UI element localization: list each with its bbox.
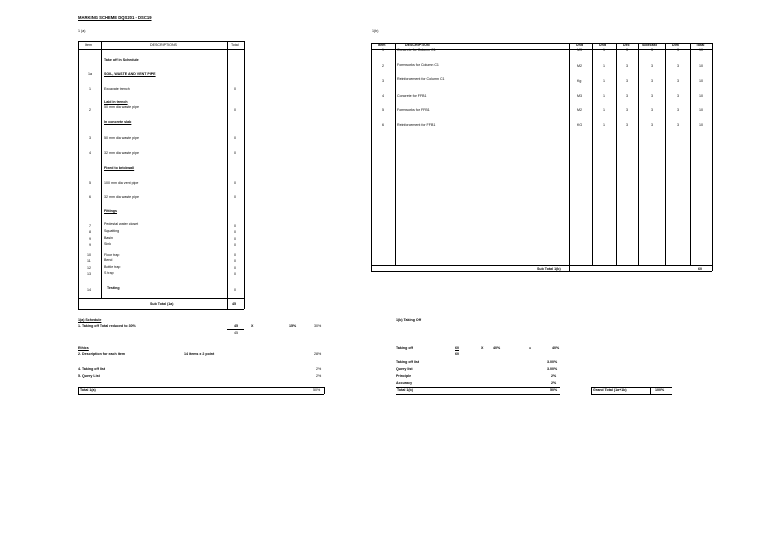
subtotal-label-1b: Sub Total 1(b): [537, 267, 561, 271]
header-item: Item: [85, 43, 92, 47]
row-sidecast: 3: [651, 108, 653, 112]
section-label-1b: 1(b): [372, 29, 379, 33]
row-dec: 3: [626, 48, 628, 52]
summary-1a-line1-value: 45: [234, 324, 238, 328]
header-description: DESCRIPTION: [405, 43, 430, 47]
summary-1a-result: 30%: [314, 324, 322, 328]
row-desc: Testing: [107, 286, 120, 290]
row-sidecast: 3: [651, 123, 653, 127]
row-item: 1a: [88, 72, 92, 76]
row-desc: Laid in trench: [104, 100, 128, 104]
row-unit: M2: [577, 108, 582, 112]
row-desc: Formworks for Column C1: [397, 63, 439, 67]
header-dec: Dec: [623, 43, 630, 47]
row-unit2: 1: [603, 79, 605, 83]
row-total: 0: [234, 87, 236, 91]
row-desc: Bend: [104, 258, 113, 262]
row-dec: 3: [626, 94, 628, 98]
row-unit: M3: [577, 94, 582, 98]
ethics-line: 2. Description for each item: [78, 352, 126, 356]
row-sidecast: 3: [651, 48, 653, 52]
page-title: MARKING SCHEME DQS201 - DSC19: [78, 15, 152, 20]
section-label-1a: 1 (a): [78, 29, 86, 33]
row-item: 12: [87, 266, 91, 270]
row-total: 0: [234, 195, 236, 199]
row-unit2: 1: [603, 123, 605, 127]
row-total: 0: [234, 266, 236, 270]
row-desc: In concrete slab: [104, 120, 132, 124]
row-total: 0: [234, 136, 236, 140]
taking-off-result: 40%: [552, 346, 560, 350]
subtotal-label-1a: Sub Total (1a): [150, 302, 174, 306]
row-desc: 50 mm dia waste pipe: [104, 136, 139, 140]
row-sidecast: 3: [651, 64, 653, 68]
row-item: 11: [87, 259, 91, 263]
taking-off-list-value: 2%: [316, 367, 322, 371]
row-desc: S trap: [104, 271, 114, 275]
grand-total-label: Grand Total (1a+1b): [593, 388, 627, 392]
row-desc: Sink: [104, 242, 111, 246]
total-1a-label: Total 1(a): [80, 388, 96, 392]
header-unit-2: Unit: [599, 43, 606, 47]
row-desc: Bottle trap: [104, 265, 121, 269]
header-total: Total: [696, 43, 705, 47]
row-item: 1: [89, 87, 91, 91]
row-desc: SOIL, WASTE AND VENT PIPE: [104, 72, 156, 76]
row-total: 0: [234, 151, 236, 155]
summary-1b-heading: 1(b) Taking Off: [396, 318, 422, 322]
summary-1b-row-label: Query list: [396, 367, 413, 371]
row-item: 2: [382, 64, 384, 68]
row-desc: Pedestal water closet: [104, 222, 139, 226]
header-descriptions: DESCRIPTIONS: [150, 43, 177, 47]
row-dim: 3: [677, 94, 679, 98]
row-item: 3: [89, 136, 91, 140]
row-total: 0: [234, 224, 236, 228]
row-unit: M2: [577, 64, 582, 68]
row-desc: Squatting: [104, 229, 120, 233]
summary-1b-row-value: 3.00%: [547, 367, 558, 371]
header-unit: Unit: [576, 43, 583, 47]
row-total: 0: [234, 237, 236, 241]
row-desc: 32 mm dia waste pipe: [104, 195, 139, 199]
summary-1a-line1: 1. Taking off Total reduced to 30%: [78, 324, 136, 328]
row-unit: M3: [577, 48, 582, 52]
row-total: 0: [234, 288, 236, 292]
row-item: 13: [87, 272, 91, 276]
summary-1a-pct: 15%: [289, 324, 297, 328]
row-desc: Excavate trench: [104, 87, 130, 91]
total-1a-value: 50%: [313, 388, 321, 392]
summary-1a-x: X: [251, 324, 254, 328]
summary-1b-row-label: Accuracy: [396, 381, 413, 385]
row-dim: 3: [677, 79, 679, 83]
ethics-heading: Ethics: [78, 346, 89, 350]
row-desc: Take off in Schedule: [104, 58, 139, 62]
row-total: 0: [234, 181, 236, 185]
row-total: 0: [234, 253, 236, 257]
row-item: 6: [382, 123, 384, 127]
header-dim: Dim: [672, 43, 679, 47]
summary-1b-row-value: 2%: [551, 381, 557, 385]
row-desc: Basin: [104, 236, 113, 240]
taking-off-eq: =: [529, 346, 532, 350]
summary-1b-row-label: Principle: [396, 374, 412, 378]
subtotal-value-1a: 45: [232, 302, 236, 306]
row-item: 6: [89, 195, 91, 199]
summary-1b-row-value: 2%: [551, 374, 557, 378]
row-desc: Fittings: [104, 209, 117, 213]
row-item: 1: [382, 48, 384, 52]
total-1b-value: 50%: [550, 388, 558, 392]
taking-off-x: X: [481, 346, 484, 350]
row-desc: Floor trap: [104, 253, 120, 257]
row-item: 5: [89, 181, 91, 185]
row-desc: 100 mm dia vent pipe: [104, 181, 139, 185]
ethics-value: 28%: [314, 352, 322, 356]
row-total: 10: [699, 64, 703, 68]
row-total: 0: [234, 272, 236, 276]
row-total: 0: [234, 230, 236, 234]
row-dec: 3: [626, 108, 628, 112]
row-sidecast: 3: [651, 94, 653, 98]
row-desc: 50 mm dia waste pipe: [104, 105, 139, 109]
row-dim: 3: [677, 123, 679, 127]
row-sidecast: 3: [651, 79, 653, 83]
query-list-label: 5. Query List: [78, 374, 100, 378]
row-item: 14: [87, 288, 91, 292]
row-desc: Reinforcement for FFB1: [397, 123, 436, 127]
row-unit: KG: [577, 123, 583, 127]
row-unit2: 1: [603, 108, 605, 112]
row-dec: 3: [626, 79, 628, 83]
row-total: 10: [699, 123, 703, 127]
row-dec: 3: [626, 64, 628, 68]
row-total: 0: [234, 243, 236, 247]
summary-1a-heading: 1(a) Schedule: [78, 318, 102, 322]
row-item: 7: [89, 224, 91, 228]
row-item: 9: [89, 243, 91, 247]
row-item: 5: [382, 108, 384, 112]
row-unit2: 1: [603, 48, 605, 52]
row-item: 4: [89, 151, 91, 155]
summary-1a-line1-under: 45: [234, 331, 238, 335]
row-item: 3: [382, 79, 384, 83]
taking-off-pct: 40%: [493, 346, 501, 350]
header-sidecast: Sidecast: [642, 43, 657, 47]
taking-off-list-label: 4. Taking off list: [78, 367, 106, 371]
row-total: 10: [699, 79, 703, 83]
header-item: Item: [378, 43, 386, 47]
row-desc: Concrete for Column C1: [397, 48, 436, 52]
row-dec: 3: [626, 123, 628, 127]
row-unit: Kg: [577, 79, 582, 83]
row-item: 8: [89, 230, 91, 234]
taking-off-under: 60: [455, 352, 459, 356]
taking-off-value: 60: [455, 346, 459, 350]
taking-off-label: Taking off: [396, 346, 413, 350]
grand-total-value: 100%: [655, 388, 665, 392]
row-dim: 3: [677, 108, 679, 112]
query-list-value: 2%: [316, 374, 322, 378]
row-item: 2: [89, 108, 91, 112]
header-total: Total: [231, 43, 239, 47]
summary-1b-row-value: 3.00%: [547, 360, 558, 364]
row-desc: 32 mm dia waste pipe: [104, 151, 139, 155]
ethics-mid: 14 items x 2 point: [184, 352, 215, 356]
row-unit2: 1: [603, 64, 605, 68]
row-item: 9: [89, 237, 91, 241]
row-desc: Fixed to brickwall: [104, 166, 135, 170]
subtotal-value-1b: 60: [698, 267, 702, 271]
row-total: 0: [234, 108, 236, 112]
row-item: 10: [87, 253, 91, 257]
summary-1b-row-label: Taking off list: [396, 360, 420, 364]
total-1b-label: Total 1(b): [397, 388, 413, 392]
row-total: 10: [699, 108, 703, 112]
row-unit2: 1: [603, 94, 605, 98]
row-total: 0: [234, 259, 236, 263]
row-total: 10: [699, 94, 703, 98]
row-dim: 3: [677, 48, 679, 52]
row-total: 10: [699, 48, 703, 52]
row-item: 4: [382, 94, 384, 98]
row-desc: Reinforcement for Column C1: [397, 77, 445, 81]
row-desc: Concrete for FFB1: [397, 94, 427, 98]
row-dim: 3: [677, 64, 679, 68]
row-desc: Formworks for FFB1: [397, 108, 430, 112]
